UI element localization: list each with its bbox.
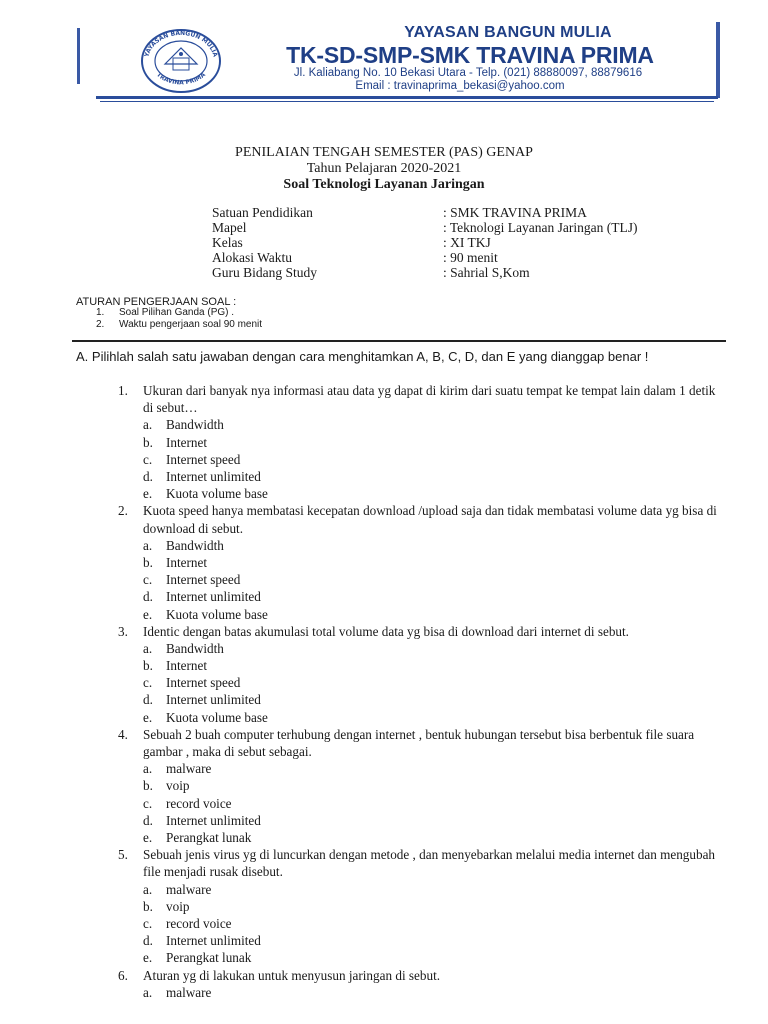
question-text: Kuota speed hanya membatasi kecepatan download /upload saja dan tidak membatasi volume data yg bisa di download di sebut. xyxy=(143,503,717,536)
answer-option xyxy=(143,416,728,433)
option-text: Internet speed xyxy=(166,451,241,467)
option-letter: b. xyxy=(143,778,153,794)
school-address: Jl. Kaliabang No. 10 Bekasi Utara - Telp. (021) 88880097, 88879616 xyxy=(293,67,643,79)
option-text: Perangkat lunak xyxy=(166,829,252,845)
option-letter: a. xyxy=(143,984,153,1000)
option-text: Internet unlimited xyxy=(166,933,261,949)
option-text: Bandwidth xyxy=(166,417,224,433)
exam-subject: Soal Teknologi Layanan Jaringan xyxy=(283,177,485,192)
question-number: 4. xyxy=(118,726,128,742)
question-list xyxy=(118,382,728,1001)
answer-option xyxy=(143,674,728,691)
option-letter: e. xyxy=(143,606,153,622)
option-letter: e. xyxy=(143,486,153,502)
question xyxy=(118,967,728,1001)
answer-option xyxy=(143,777,728,794)
info-value: : XI TKJ xyxy=(443,235,491,250)
option-text: Internet speed xyxy=(166,572,241,588)
answer-option xyxy=(143,571,728,588)
option-letter: a. xyxy=(143,881,153,897)
option-text: Internet unlimited xyxy=(166,468,261,484)
answer-option xyxy=(143,949,728,966)
answer-option xyxy=(143,468,728,485)
option-letter: c. xyxy=(143,675,153,691)
option-text: Internet xyxy=(166,658,208,674)
academic-year: Tahun Pelajaran 2020-2021 xyxy=(306,161,462,176)
answer-option xyxy=(143,537,728,554)
option-letter: a. xyxy=(143,537,153,553)
info-label: Guru Bidang Study xyxy=(212,265,318,280)
info-value: : SMK TRAVINA PRIMA xyxy=(443,205,587,220)
option-letter: b. xyxy=(143,554,153,570)
answer-option xyxy=(143,829,728,846)
option-text: Internet xyxy=(166,434,208,450)
letterhead-divider xyxy=(96,96,718,99)
answer-option xyxy=(143,881,728,898)
info-label: Mapel xyxy=(212,220,247,235)
option-text: Kuota volume base xyxy=(166,486,268,502)
letterhead-right-bracket xyxy=(716,22,720,98)
answer-option xyxy=(143,898,728,915)
option-letter: a. xyxy=(143,417,153,433)
option-letter: b. xyxy=(143,658,153,674)
info-value: : 90 menit xyxy=(443,250,498,265)
question-number: 1. xyxy=(118,383,128,398)
svg-text:TRAVINA PRIMA xyxy=(155,71,207,86)
option-text: Internet unlimited xyxy=(166,812,261,828)
option-text: Internet unlimited xyxy=(166,692,261,708)
answer-option xyxy=(143,434,728,451)
info-label: Alokasi Waktu xyxy=(212,250,293,265)
answer-option xyxy=(143,812,728,829)
option-letter: d. xyxy=(143,692,153,708)
answer-option xyxy=(143,588,728,605)
option-text: Kuota volume base xyxy=(166,606,268,622)
option-text: Internet speed xyxy=(166,675,241,691)
option-text: voip xyxy=(166,898,190,914)
answer-option xyxy=(143,932,728,949)
option-text: Bandwidth xyxy=(166,537,224,553)
rule-number: 2. xyxy=(96,319,105,330)
question-number: 6. xyxy=(118,967,128,983)
question-text: Ukuran dari banyak nya informasi atau data yg dapat di kirim dari suatu tempat ke tempat lain dalam 1 detik di sebut… xyxy=(143,383,716,416)
rules-title: ATURAN PENGERJAAN SOAL : xyxy=(76,296,237,308)
option-text: malware xyxy=(166,761,212,777)
option-letter: e. xyxy=(143,709,153,725)
section-divider xyxy=(72,340,726,342)
option-text: record voice xyxy=(166,795,232,811)
option-letter: d. xyxy=(143,933,153,949)
answer-option xyxy=(143,606,728,623)
answer-option xyxy=(143,451,728,468)
question-text: Aturan yg di lakukan untuk menyusun jaringan di sebut. xyxy=(143,967,441,983)
option-text: malware xyxy=(166,881,212,897)
question-text: Sebuah 2 buah computer terhubung dengan internet , bentuk hubungan tersebut bisa berbentuk file suara gambar , maka di sebut sebagai. xyxy=(143,726,695,760)
question xyxy=(118,502,728,622)
option-letter: e. xyxy=(143,829,153,845)
answer-option xyxy=(143,795,728,812)
logo-bottom-text: TRAVINA PRIMA xyxy=(155,71,207,87)
option-text: Perangkat lunak xyxy=(166,950,252,966)
question xyxy=(118,382,728,502)
option-letter: b. xyxy=(143,898,153,914)
option-text: Internet unlimited xyxy=(166,589,261,605)
answer-option xyxy=(143,760,728,777)
question-text: Identic dengan batas akumulasi total volume data yg bisa di download dari internet di sebut. xyxy=(143,623,629,639)
question-number: 3. xyxy=(118,623,128,639)
answer-option xyxy=(143,984,728,1001)
option-letter: c. xyxy=(143,451,153,467)
option-letter: b. xyxy=(143,434,153,450)
answer-option xyxy=(143,709,728,726)
school-email: Email : travinaprima_bekasi@yahoo.com xyxy=(355,80,565,92)
option-letter: c. xyxy=(143,915,153,931)
info-label: Satuan Pendidikan xyxy=(212,205,313,220)
info-value: : Teknologi Layanan Jaringan (TLJ) xyxy=(443,220,638,235)
foundation-name: YAYASAN BANGUN MULIA xyxy=(404,24,612,41)
answer-option xyxy=(143,691,728,708)
letterhead-left-bracket xyxy=(77,28,80,84)
rule-number: 1. xyxy=(96,307,105,318)
answer-option xyxy=(143,657,728,674)
question xyxy=(118,726,728,846)
option-text: record voice xyxy=(166,915,232,931)
school-logo xyxy=(140,28,222,94)
school-name: TK-SD-SMP-SMK TRAVINA PRIMA xyxy=(286,42,654,68)
option-text: Kuota volume base xyxy=(166,709,268,725)
info-label: Kelas xyxy=(212,235,243,250)
option-text: Internet xyxy=(166,554,208,570)
option-letter: a. xyxy=(143,761,153,777)
option-letter: d. xyxy=(143,589,153,605)
option-letter: c. xyxy=(143,795,153,811)
question xyxy=(118,846,728,966)
option-letter: c. xyxy=(143,572,153,588)
letterhead-divider-thin xyxy=(100,101,714,102)
answer-option xyxy=(143,485,728,502)
question xyxy=(118,623,728,726)
answer-option xyxy=(143,915,728,932)
answer-option xyxy=(143,554,728,571)
exam-title: PENILAIAN TENGAH SEMESTER (PAS) GENAP xyxy=(235,145,533,160)
option-text: Bandwidth xyxy=(166,640,224,656)
option-letter: d. xyxy=(143,468,153,484)
question-number: 5. xyxy=(118,847,128,863)
rule-text: Soal Pilihan Ganda (PG) . xyxy=(119,307,235,318)
option-text: malware xyxy=(166,984,212,1000)
option-text: voip xyxy=(166,778,190,794)
answer-option xyxy=(143,640,728,657)
info-value: : Sahrial S,Kom xyxy=(443,265,530,280)
question-text: Sebuah jenis virus yg di luncurkan dengan metode , dan menyebarkan melalui media internet dan mengubah file menjadi rusak disebut. xyxy=(143,847,716,880)
logo-top-text: YAYASAN BANGUN MULIA xyxy=(143,29,219,58)
section-instruction: A. Pilihlah salah satu jawaban dengan cara menghitamkan A, B, C, D, dan E yang dianggap benar ! xyxy=(76,349,649,364)
option-letter: a. xyxy=(143,640,153,656)
option-letter: e. xyxy=(143,950,153,966)
question-number: 2. xyxy=(118,503,128,519)
rule-text: Waktu pengerjaan soal 90 menit xyxy=(119,319,263,330)
option-letter: d. xyxy=(143,812,153,828)
